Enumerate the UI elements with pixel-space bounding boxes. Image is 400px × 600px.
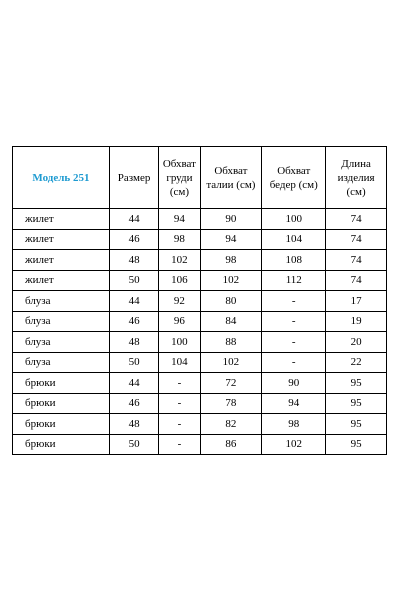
cell-size: 50 <box>109 352 158 373</box>
cell-length: 22 <box>326 352 387 373</box>
cell-garment: брюки <box>13 373 110 394</box>
cell-size: 46 <box>109 229 158 250</box>
cell-garment: жилет <box>13 250 110 271</box>
cell-hips: 98 <box>262 414 326 435</box>
cell-waist: 82 <box>200 414 262 435</box>
table-row <box>13 311 387 332</box>
cell-chest: 100 <box>159 332 200 353</box>
cell-length: 95 <box>326 393 387 414</box>
cell-length: 95 <box>326 414 387 435</box>
cell-chest: 104 <box>159 352 200 373</box>
cell-hips: 108 <box>262 250 326 271</box>
table-row <box>13 250 387 271</box>
cell-size: 44 <box>109 373 158 394</box>
cell-hips: - <box>262 352 326 373</box>
cell-hips: 94 <box>262 393 326 414</box>
cell-hips: 90 <box>262 373 326 394</box>
table-row <box>13 270 387 291</box>
header-chest: Обхват груди (см) <box>159 147 200 209</box>
cell-chest: 98 <box>159 229 200 250</box>
table-row <box>13 229 387 250</box>
cell-hips: - <box>262 332 326 353</box>
cell-hips: 102 <box>262 434 326 455</box>
cell-waist: 78 <box>200 393 262 414</box>
cell-length: 74 <box>326 229 387 250</box>
cell-chest: - <box>159 393 200 414</box>
header-row <box>13 147 387 209</box>
cell-garment: брюки <box>13 393 110 414</box>
cell-size: 44 <box>109 209 158 230</box>
size-chart-header <box>13 147 387 209</box>
cell-size: 50 <box>109 270 158 291</box>
cell-length: 17 <box>326 291 387 312</box>
cell-waist: 102 <box>200 270 262 291</box>
model-title: Модель 251 <box>13 147 110 209</box>
cell-size: 48 <box>109 332 158 353</box>
table-row <box>13 291 387 312</box>
cell-hips: 112 <box>262 270 326 291</box>
cell-hips: - <box>262 311 326 332</box>
cell-garment: жилет <box>13 209 110 230</box>
table-row <box>13 434 387 455</box>
cell-waist: 102 <box>200 352 262 373</box>
cell-garment: жилет <box>13 270 110 291</box>
cell-waist: 86 <box>200 434 262 455</box>
header-size: Размер <box>109 147 158 209</box>
cell-waist: 84 <box>200 311 262 332</box>
cell-size: 48 <box>109 250 158 271</box>
cell-chest: - <box>159 414 200 435</box>
cell-garment: блуза <box>13 332 110 353</box>
cell-waist: 90 <box>200 209 262 230</box>
header-hips: Обхват бедер (см) <box>262 147 326 209</box>
cell-hips: 100 <box>262 209 326 230</box>
cell-hips: 104 <box>262 229 326 250</box>
table-row <box>13 373 387 394</box>
cell-waist: 98 <box>200 250 262 271</box>
header-length: Длина изделия (см) <box>326 147 387 209</box>
cell-length: 95 <box>326 434 387 455</box>
cell-hips: - <box>262 291 326 312</box>
cell-chest: 96 <box>159 311 200 332</box>
cell-length: 95 <box>326 373 387 394</box>
cell-waist: 80 <box>200 291 262 312</box>
cell-chest: 106 <box>159 270 200 291</box>
cell-garment: брюки <box>13 434 110 455</box>
table-row <box>13 332 387 353</box>
cell-chest: 102 <box>159 250 200 271</box>
table-row <box>13 352 387 373</box>
table-row <box>13 209 387 230</box>
cell-length: 19 <box>326 311 387 332</box>
cell-size: 50 <box>109 434 158 455</box>
cell-garment: блуза <box>13 291 110 312</box>
cell-length: 74 <box>326 250 387 271</box>
header-waist: Обхват талии (см) <box>200 147 262 209</box>
cell-chest: 94 <box>159 209 200 230</box>
cell-waist: 88 <box>200 332 262 353</box>
table-row <box>13 414 387 435</box>
cell-size: 44 <box>109 291 158 312</box>
cell-chest: - <box>159 434 200 455</box>
cell-size: 46 <box>109 311 158 332</box>
cell-chest: - <box>159 373 200 394</box>
cell-garment: брюки <box>13 414 110 435</box>
size-chart-body <box>13 209 387 455</box>
cell-garment: блуза <box>13 311 110 332</box>
cell-size: 46 <box>109 393 158 414</box>
cell-length: 74 <box>326 209 387 230</box>
size-chart-table <box>12 146 387 455</box>
cell-waist: 72 <box>200 373 262 394</box>
cell-length: 20 <box>326 332 387 353</box>
cell-size: 48 <box>109 414 158 435</box>
cell-chest: 92 <box>159 291 200 312</box>
cell-length: 74 <box>326 270 387 291</box>
cell-garment: жилет <box>13 229 110 250</box>
cell-waist: 94 <box>200 229 262 250</box>
cell-garment: блуза <box>13 352 110 373</box>
table-row <box>13 393 387 414</box>
